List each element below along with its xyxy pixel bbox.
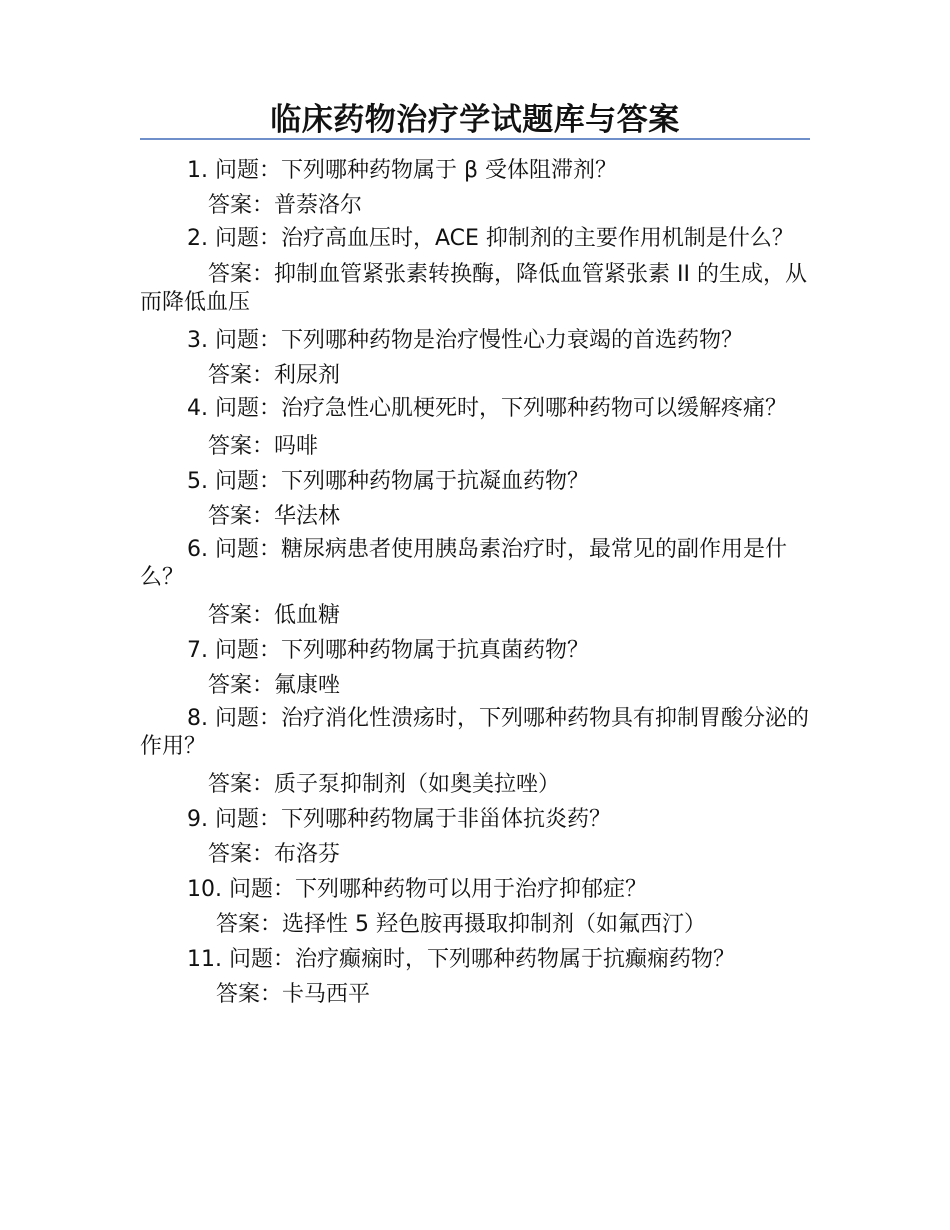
question-4: 4. 问题：治疗急性心肌梗死时，下列哪种药物可以缓解疼痛？ bbox=[187, 396, 787, 421]
answer-6: 答案：低血糖 bbox=[208, 603, 341, 628]
title-underline bbox=[140, 138, 810, 140]
question-1: 1. 问题：下列哪种药物属于 β 受体阻滞剂？ bbox=[187, 158, 618, 183]
question-3: 3. 问题：下列哪种药物是治疗慢性心力衰竭的首选药物？ bbox=[187, 328, 743, 353]
answer-9: 答案：布洛芬 bbox=[208, 842, 341, 867]
question-5: 5. 问题：下列哪种药物属于抗凝血药物？ bbox=[187, 469, 589, 494]
question-2: 2. 问题：治疗高血压时，ACE 抑制剂的主要作用机制是什么？ bbox=[187, 226, 794, 251]
question-9: 9. 问题：下列哪种药物属于非甾体抗炎药？ bbox=[187, 807, 611, 832]
question-6: 6. 问题：糖尿病患者使用胰岛素治疗时，最常见的副作用是什么？ bbox=[140, 537, 787, 590]
answer-11: 答案：卡马西平 bbox=[216, 982, 371, 1007]
question-7: 7. 问题：下列哪种药物属于抗真菌药物？ bbox=[187, 638, 589, 663]
answer-8: 答案：质子泵抑制剂（如奥美拉唑） bbox=[208, 772, 561, 797]
answer-2: 答案：抑制血管紧张素转换酶，降低血管紧张素 II 的生成，从而降低血压 bbox=[140, 262, 807, 315]
question-11: 11. 问题：治疗癫痫时，下列哪种药物属于抗癫痫药物？ bbox=[187, 947, 735, 972]
answer-1: 答案：普萘洛尔 bbox=[208, 193, 363, 218]
answer-10: 答案：选择性 5 羟色胺再摄取抑制剂（如氟西汀） bbox=[216, 912, 706, 937]
answer-3: 答案：利尿剂 bbox=[208, 363, 341, 388]
answer-4: 答案：吗啡 bbox=[208, 434, 319, 459]
answer-7: 答案：氟康唑 bbox=[208, 673, 341, 698]
question-8: 8. 问题：治疗消化性溃疡时，下列哪种药物具有抑制胃酸分泌的作用？ bbox=[140, 706, 809, 759]
question-10: 10. 问题：下列哪种药物可以用于治疗抑郁症？ bbox=[187, 877, 647, 902]
document-title: 临床药物治疗学试题库与答案 bbox=[270, 102, 680, 138]
answer-5: 答案：华法林 bbox=[208, 504, 341, 529]
qa-list bbox=[140, 153, 812, 1012]
